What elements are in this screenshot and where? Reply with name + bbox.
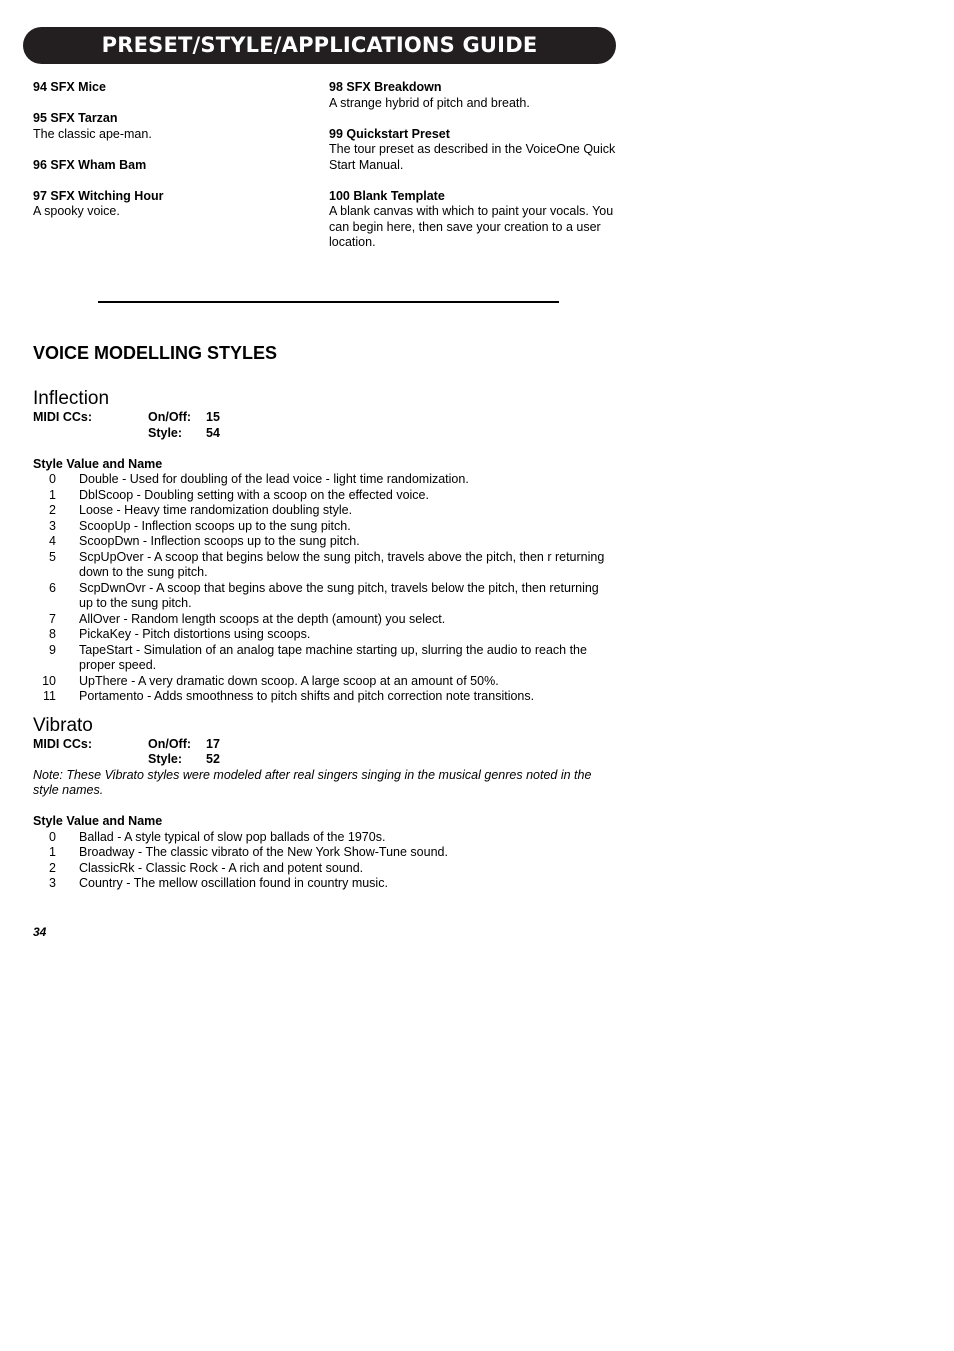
style-description: Portamento - Adds smoothness to pitch shifts and pitch correction note transitions. [79, 689, 535, 703]
style-description: Double - Used for doubling of the lead voice - light time randomization. [79, 472, 469, 486]
style-description: TapeStart - Simulation of an analog tape machine starting up, slurring the audio to reach the proper speed. [79, 642, 587, 672]
list-item [33, 674, 613, 690]
style-number: 3 [49, 518, 56, 533]
midi-ccs-label: MIDI CCs: [33, 410, 93, 424]
style-description: ClassicRk - Classic Rock - A rich and potent sound. [79, 860, 364, 875]
list-item [33, 472, 613, 488]
list-item [33, 581, 613, 612]
preset-title: 100 Blank Template [329, 188, 445, 203]
preset-title: 94 SFX Mice [33, 80, 106, 94]
list-item [33, 488, 613, 504]
page-header-title: PRESET/STYLE/APPLICATIONS GUIDE [101, 33, 538, 57]
onoff-label: On/Off: [148, 736, 192, 751]
style-value: 52 [206, 752, 220, 766]
list-item [33, 519, 613, 535]
style-description: ScoopDwn - Inflection scoops up to the sung pitch. [79, 534, 360, 548]
vibrato-style-list [33, 830, 613, 892]
list-item [33, 550, 613, 581]
vibrato-midi-ccs [33, 737, 613, 768]
style-description: PickaKey - Pitch distortions using scoops. [79, 627, 311, 641]
onoff-value: 17 [206, 736, 220, 751]
style-list-heading: Style Value and Name [33, 814, 163, 828]
list-item [33, 876, 613, 892]
style-description: AllOver - Random length scoops at the depth (amount) you select. [79, 611, 446, 626]
list-item [33, 845, 613, 861]
midi-ccs-label: MIDI CCs: [33, 736, 93, 751]
preset-entry [33, 189, 323, 220]
vibrato-heading: Vibrato [33, 714, 93, 736]
style-description: Loose - Heavy time randomization doubling style. [79, 503, 353, 517]
list-item [33, 830, 613, 846]
preset-entry [33, 158, 323, 174]
preset-title: 97 SFX Witching Hour [33, 188, 164, 203]
style-value: 54 [206, 425, 220, 440]
onoff-label: On/Off: [148, 410, 192, 424]
preset-entry [329, 80, 619, 111]
preset-list-left [33, 80, 323, 235]
style-number: 4 [49, 534, 56, 548]
style-number: 1 [49, 845, 56, 859]
preset-list-right [329, 80, 619, 266]
style-label: Style: [148, 752, 183, 766]
section-title: VOICE MODELLING STYLES [33, 343, 278, 363]
style-number: 6 [49, 580, 56, 595]
inflection-style-list [33, 472, 613, 705]
style-description: UpThere - A very dramatic down scoop. A large scoop at an amount of 50%. [79, 673, 499, 688]
style-description: Country - The mellow oscillation found in country music. [79, 876, 388, 890]
style-number: 5 [49, 549, 56, 564]
style-number: 2 [49, 860, 56, 875]
list-item [33, 627, 613, 643]
style-number: 2 [49, 503, 56, 517]
preset-title: 96 SFX Wham Bam [33, 157, 147, 172]
style-description: ScpUpOver - A scoop that begins below the sung pitch, travels above the pitch, then r returning down to the sung pitch. [79, 549, 605, 579]
list-item [33, 534, 613, 550]
style-number: 9 [49, 642, 56, 657]
preset-entry [33, 80, 323, 96]
vibrato-note: Note: These Vibrato styles were modeled after real singers singing in the musical genres noted in the style names. [33, 767, 592, 797]
style-number: 8 [49, 627, 56, 641]
style-description: ScoopUp - Inflection scoops up to the sung pitch. [79, 518, 351, 533]
inflection-heading: Inflection [33, 388, 110, 409]
style-number: 1 [49, 487, 56, 502]
section-divider [98, 301, 559, 303]
page-header-banner [23, 27, 616, 64]
voice-modelling-styles [33, 342, 613, 892]
preset-description: The tour preset as described in the VoiceOne Quick Start Manual. [329, 142, 616, 172]
style-list-heading: Style Value and Name [33, 456, 163, 471]
inflection-midi-ccs [33, 410, 613, 441]
style-label: Style: [148, 425, 183, 440]
style-number: 3 [49, 876, 56, 890]
list-item [33, 612, 613, 628]
preset-entry [329, 127, 619, 174]
style-description: DblScoop - Doubling setting with a scoop on the effected voice. [79, 487, 429, 502]
onoff-value: 15 [206, 410, 220, 424]
preset-title: 95 SFX Tarzan [33, 111, 118, 125]
preset-entry [329, 189, 619, 251]
style-number: 10 [42, 673, 56, 688]
list-item [33, 643, 613, 674]
list-item [33, 689, 613, 705]
preset-description: A strange hybrid of pitch and breath. [329, 95, 530, 110]
preset-title: 99 Quickstart Preset [329, 126, 450, 141]
page-number: 34 [33, 925, 47, 939]
style-number: 0 [49, 829, 56, 844]
preset-description: The classic ape-man. [33, 126, 152, 141]
preset-title: 98 SFX Breakdown [329, 80, 442, 94]
preset-entry [33, 111, 323, 142]
preset-description: A spooky voice. [33, 204, 120, 218]
list-item [33, 861, 613, 877]
style-description: ScpDwnOvr - A scoop that begins above the sung pitch, travels below the pitch, then returning up to the sung pitch. [79, 580, 599, 610]
preset-description: A blank canvas with which to paint your vocals. You can begin here, then save your creation to a user location. [329, 204, 614, 249]
style-number: 7 [49, 611, 56, 626]
style-description: Ballad - A style typical of slow pop ballads of the 1970s. [79, 829, 386, 844]
list-item [33, 503, 613, 519]
style-description: Broadway - The classic vibrato of the New York Show-Tune sound. [79, 845, 448, 859]
style-number: 0 [49, 472, 56, 486]
style-number: 11 [43, 689, 56, 703]
